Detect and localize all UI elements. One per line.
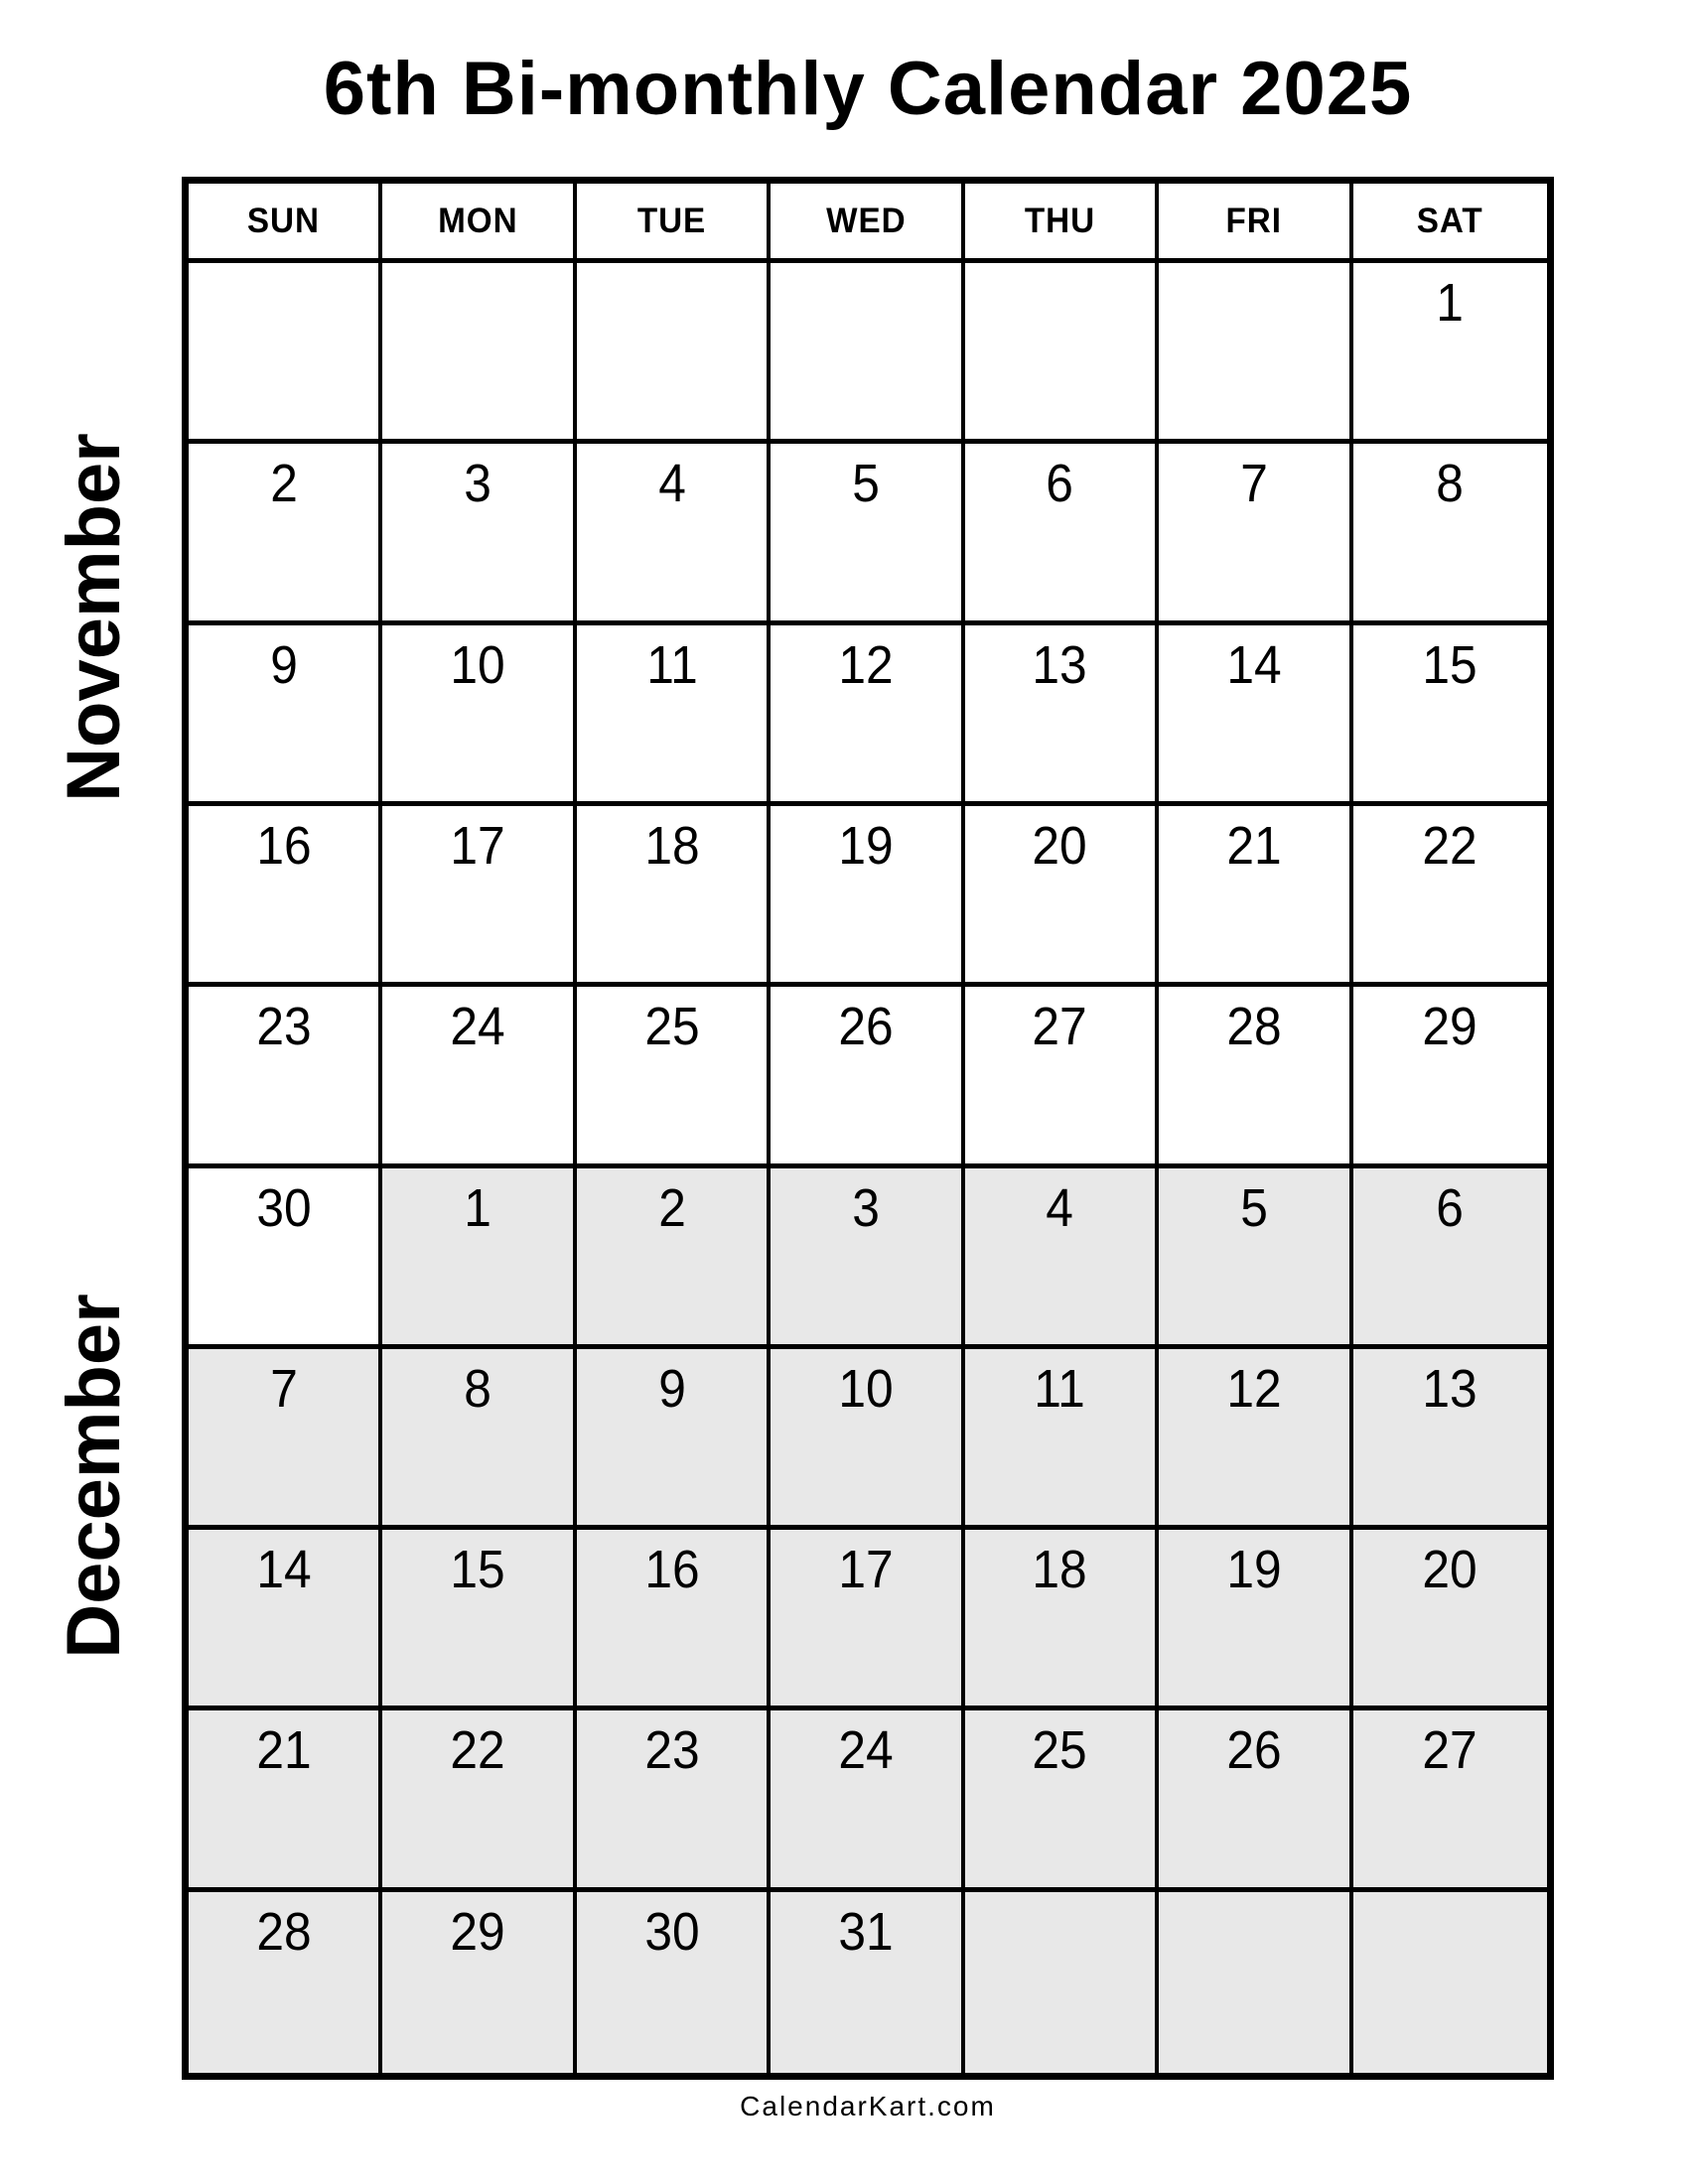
day-number: 22 bbox=[450, 1720, 505, 1781]
calendar-cell bbox=[965, 1349, 1159, 1530]
day-number: 8 bbox=[1436, 454, 1465, 514]
day-number: 16 bbox=[643, 1540, 700, 1600]
calendar-cell bbox=[1159, 987, 1352, 1167]
day-header-label: FRI bbox=[1225, 201, 1283, 240]
day-number: 29 bbox=[450, 1901, 505, 1962]
day-number: 2 bbox=[269, 454, 298, 514]
calendar-cell bbox=[382, 625, 576, 806]
calendar-cell bbox=[1353, 1530, 1547, 1710]
day-number: 10 bbox=[450, 634, 505, 695]
calendar-cell bbox=[577, 806, 771, 987]
page-title: 6th Bi-monthly Calendar 2025 bbox=[323, 47, 1413, 131]
day-number: 5 bbox=[1240, 1177, 1268, 1238]
day-number: 7 bbox=[269, 1358, 298, 1419]
day-header-fri bbox=[1159, 184, 1352, 263]
calendar-cell bbox=[382, 1168, 576, 1349]
calendar-cell bbox=[965, 1168, 1159, 1349]
calendar-cell bbox=[382, 1710, 576, 1891]
day-number: 3 bbox=[852, 1177, 880, 1238]
calendar-cell bbox=[382, 1892, 576, 2073]
calendar-cell bbox=[771, 987, 964, 1167]
day-header-label: SUN bbox=[247, 201, 321, 240]
day-number: 30 bbox=[643, 1901, 700, 1962]
month-label-december: December bbox=[52, 1294, 136, 1659]
calendar-cell bbox=[1353, 263, 1547, 444]
calendar-cell bbox=[1159, 1530, 1352, 1710]
calendar-cell bbox=[1353, 444, 1547, 624]
calendar-cell bbox=[577, 1530, 771, 1710]
calendar-cell bbox=[1353, 806, 1547, 987]
calendar-cell bbox=[771, 444, 964, 624]
day-number: 18 bbox=[1032, 1540, 1088, 1600]
day-number: 31 bbox=[838, 1901, 894, 1962]
calendar-cell bbox=[1159, 1349, 1352, 1530]
day-header-label: THU bbox=[1024, 201, 1096, 240]
calendar-cell bbox=[189, 1168, 382, 1349]
day-header-tue bbox=[577, 184, 771, 263]
day-number: 14 bbox=[1226, 634, 1282, 695]
day-number: 13 bbox=[1032, 634, 1088, 695]
calendar-cell bbox=[1159, 625, 1352, 806]
calendar-cell bbox=[382, 444, 576, 624]
footer-brand: CalendarKart.com bbox=[740, 2091, 996, 2121]
day-number: 21 bbox=[1226, 815, 1282, 876]
day-number: 28 bbox=[1226, 997, 1282, 1057]
day-number: 3 bbox=[464, 454, 492, 514]
calendar-cell bbox=[771, 806, 964, 987]
calendar-cell bbox=[965, 1530, 1159, 1710]
day-number: 19 bbox=[838, 815, 894, 876]
day-number: 11 bbox=[645, 634, 698, 695]
calendar-cell bbox=[1353, 1892, 1547, 2073]
day-number: 26 bbox=[1226, 1720, 1282, 1781]
calendar-cell bbox=[189, 1710, 382, 1891]
calendar-cell bbox=[965, 444, 1159, 624]
calendar-cell bbox=[771, 1710, 964, 1891]
day-number: 20 bbox=[1032, 815, 1088, 876]
day-number: 25 bbox=[1032, 1720, 1088, 1781]
calendar-cell bbox=[965, 625, 1159, 806]
day-number: 17 bbox=[450, 815, 505, 876]
day-header-wed bbox=[771, 184, 964, 263]
day-number: 14 bbox=[256, 1540, 312, 1600]
calendar-cell bbox=[189, 263, 382, 444]
calendar-cell bbox=[189, 806, 382, 987]
day-number: 23 bbox=[643, 1720, 700, 1781]
calendar-cell bbox=[382, 806, 576, 987]
day-header-sat bbox=[1353, 184, 1547, 263]
calendar-cell bbox=[1353, 1168, 1547, 1349]
calendar-cell bbox=[1159, 806, 1352, 987]
day-header-label: TUE bbox=[636, 201, 707, 240]
calendar-cell bbox=[189, 625, 382, 806]
calendar-cell bbox=[382, 263, 576, 444]
calendar-grid bbox=[182, 177, 1554, 2080]
day-number: 17 bbox=[838, 1540, 894, 1600]
day-number: 4 bbox=[657, 454, 686, 514]
calendar-cell bbox=[577, 625, 771, 806]
day-number: 9 bbox=[269, 634, 298, 695]
calendar-cell bbox=[965, 1892, 1159, 2073]
calendar-cell bbox=[189, 1892, 382, 2073]
calendar-cell bbox=[1353, 625, 1547, 806]
day-number: 24 bbox=[450, 997, 505, 1057]
calendar-cell bbox=[577, 263, 771, 444]
calendar-cell bbox=[771, 263, 964, 444]
day-number: 26 bbox=[838, 997, 894, 1057]
day-number: 7 bbox=[1240, 454, 1268, 514]
day-number: 4 bbox=[1046, 1177, 1074, 1238]
day-number: 20 bbox=[1422, 1540, 1477, 1600]
day-header-label: SAT bbox=[1416, 201, 1483, 240]
calendar-cell bbox=[1159, 263, 1352, 444]
day-number: 22 bbox=[1422, 815, 1477, 876]
calendar-cell bbox=[577, 1168, 771, 1349]
calendar-cell bbox=[1353, 1349, 1547, 1530]
day-header-mon bbox=[382, 184, 576, 263]
day-number: 15 bbox=[1422, 634, 1477, 695]
day-number: 6 bbox=[1046, 454, 1074, 514]
day-header-label: WED bbox=[825, 201, 907, 240]
day-number: 10 bbox=[838, 1358, 894, 1419]
day-number: 9 bbox=[657, 1358, 686, 1419]
calendar-cell bbox=[1159, 1892, 1352, 2073]
day-number: 18 bbox=[643, 815, 700, 876]
calendar-cell bbox=[577, 987, 771, 1167]
day-number: 30 bbox=[256, 1177, 312, 1238]
calendar-cell bbox=[1159, 444, 1352, 624]
day-number: 1 bbox=[1436, 273, 1465, 333]
calendar-cell bbox=[1353, 1710, 1547, 1891]
day-number: 13 bbox=[1422, 1358, 1477, 1419]
calendar-cell bbox=[965, 263, 1159, 444]
calendar-cell bbox=[577, 1710, 771, 1891]
day-number: 29 bbox=[1422, 997, 1477, 1057]
calendar-cell bbox=[382, 987, 576, 1167]
calendar-cell bbox=[189, 987, 382, 1167]
calendar-cell bbox=[577, 1892, 771, 2073]
calendar-cell bbox=[1353, 987, 1547, 1167]
calendar-cell bbox=[771, 1892, 964, 2073]
day-number: 16 bbox=[256, 815, 312, 876]
day-number: 11 bbox=[1034, 1358, 1086, 1419]
calendar-cell bbox=[771, 1349, 964, 1530]
calendar-cell bbox=[965, 806, 1159, 987]
day-number: 25 bbox=[643, 997, 700, 1057]
day-header-label: MON bbox=[437, 201, 518, 240]
day-number: 1 bbox=[464, 1177, 492, 1238]
day-header-sun bbox=[189, 184, 382, 263]
day-number: 15 bbox=[450, 1540, 505, 1600]
calendar-cell bbox=[189, 1349, 382, 1530]
day-number: 19 bbox=[1226, 1540, 1282, 1600]
calendar-cell bbox=[577, 1349, 771, 1530]
day-number: 24 bbox=[838, 1720, 894, 1781]
day-number: 5 bbox=[852, 454, 880, 514]
calendar-cell bbox=[771, 1168, 964, 1349]
calendar-cell bbox=[382, 1530, 576, 1710]
day-number: 21 bbox=[256, 1720, 312, 1781]
day-number: 2 bbox=[657, 1177, 686, 1238]
calendar-cell bbox=[771, 625, 964, 806]
calendar-cell bbox=[1159, 1168, 1352, 1349]
day-number: 12 bbox=[1226, 1358, 1282, 1419]
calendar-cell bbox=[965, 987, 1159, 1167]
calendar-cell bbox=[382, 1349, 576, 1530]
day-number: 27 bbox=[1422, 1720, 1477, 1781]
calendar-cell bbox=[771, 1530, 964, 1710]
month-label-november: November bbox=[52, 433, 136, 802]
day-number: 12 bbox=[838, 634, 894, 695]
calendar-cell bbox=[189, 444, 382, 624]
day-number: 6 bbox=[1436, 1177, 1465, 1238]
calendar-cell bbox=[189, 1530, 382, 1710]
calendar-cell bbox=[577, 444, 771, 624]
calendar-cell bbox=[1159, 1710, 1352, 1891]
day-number: 28 bbox=[256, 1901, 312, 1962]
day-number: 8 bbox=[464, 1358, 492, 1419]
calendar-cell bbox=[965, 1710, 1159, 1891]
day-number: 27 bbox=[1032, 997, 1088, 1057]
day-header-thu bbox=[965, 184, 1159, 263]
day-number: 23 bbox=[256, 997, 312, 1057]
